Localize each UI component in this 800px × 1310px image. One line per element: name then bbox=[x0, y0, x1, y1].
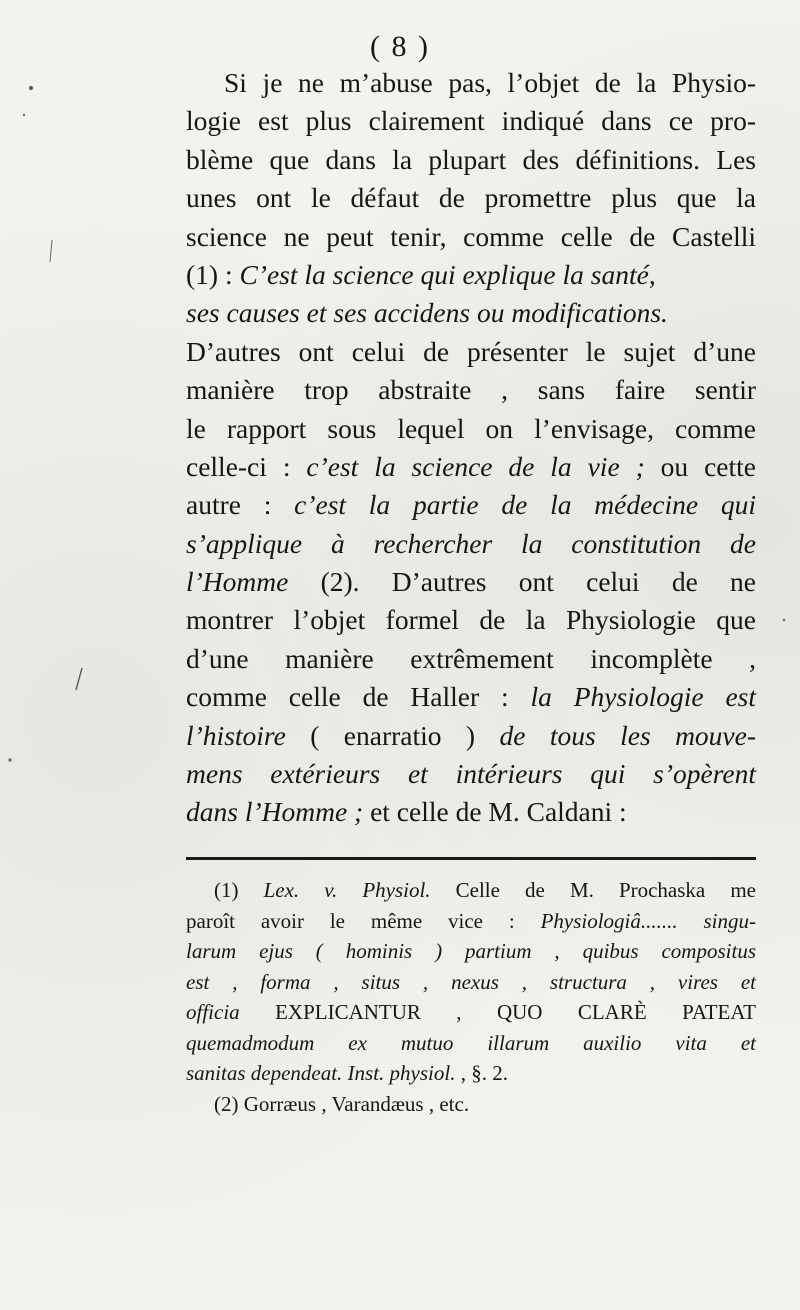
footnote-line bbox=[186, 875, 756, 906]
italic-text: ses causes et ses accidens ou modifications. bbox=[186, 297, 668, 329]
text-run: Si je ne m’abuse pas, l’objet de la Physio- bbox=[224, 67, 756, 98]
italic-text: larum ejus ( hominis ) partium , quibus compositus bbox=[186, 939, 756, 963]
footnote-line bbox=[186, 1028, 756, 1059]
text-run: montrer l’objet formel de la Physiologie que bbox=[186, 604, 756, 636]
text-run: celle-ci : bbox=[186, 450, 307, 482]
body-line bbox=[186, 371, 756, 409]
body-line bbox=[186, 793, 756, 831]
text-run: logie est plus clairement indiqué dans ce pro- bbox=[186, 105, 756, 137]
footnote-line bbox=[186, 1089, 756, 1120]
body-line bbox=[186, 755, 756, 793]
text-run: ( enarratio ) bbox=[285, 719, 500, 751]
text-run: comme celle de Haller : bbox=[186, 681, 531, 713]
body-line bbox=[186, 640, 756, 678]
italic-text: sanitas dependeat. Inst. physiol. bbox=[186, 1061, 456, 1085]
body-line bbox=[186, 218, 756, 256]
footnote-rule bbox=[186, 857, 756, 860]
text-run: autre : bbox=[186, 489, 295, 521]
footnote-line bbox=[186, 906, 756, 937]
body-line bbox=[186, 410, 756, 448]
body-line bbox=[186, 64, 756, 102]
footnote-line bbox=[186, 997, 756, 1028]
text-run: unes ont le défaut de promettre plus que la bbox=[186, 182, 756, 214]
italic-text: mens extérieurs et intérieurs qui s’opèrent bbox=[186, 758, 756, 790]
footnotes bbox=[186, 875, 756, 1119]
italic-text: la Physiologie est bbox=[530, 681, 756, 713]
italic-text: quemadmodum ex mutuo illarum auxilio vita et bbox=[186, 1030, 756, 1055]
italic-text: officia bbox=[186, 1000, 240, 1024]
text-run: (1) : bbox=[186, 258, 240, 290]
body-text bbox=[186, 64, 756, 832]
text-run: blème que dans la plupart des définitions. Les bbox=[186, 143, 756, 175]
body-line bbox=[186, 717, 756, 755]
page-number: ( 8 ) bbox=[370, 30, 430, 63]
text-run: Celle de M. Prochaska me bbox=[430, 878, 756, 902]
text-run: , bbox=[648, 258, 656, 290]
text-run: (1) bbox=[214, 878, 264, 902]
text-run: science ne peut tenir, comme celle de Castelli bbox=[186, 220, 756, 252]
italic-text: l’histoire bbox=[186, 719, 286, 751]
text-run: manière trop abstraite , sans faire sentir bbox=[186, 374, 756, 406]
italic-text: C’est la science qui explique la santé bbox=[239, 258, 649, 290]
italic-text: de tous les mouve- bbox=[499, 719, 756, 751]
body-line bbox=[186, 141, 756, 179]
text-run: (2) Gorræus , Varandæus , etc. bbox=[214, 1091, 470, 1116]
body-line bbox=[186, 294, 756, 332]
body-line bbox=[186, 333, 756, 371]
italic-text: Lex. v. Physiol. bbox=[263, 878, 431, 902]
italic-text: c’est la partie de la médecine qui bbox=[294, 489, 756, 521]
italic-text: l’Homme bbox=[186, 566, 289, 598]
text-run: , §. 2. bbox=[455, 1061, 508, 1085]
italic-text: Physiologiâ....... singu- bbox=[540, 908, 756, 933]
body-line bbox=[186, 448, 756, 486]
text-run: ou cette bbox=[644, 450, 757, 482]
body-line bbox=[186, 256, 756, 294]
body-line bbox=[186, 563, 756, 601]
text-run: (2). D’autres ont celui de ne bbox=[288, 566, 756, 598]
footnote-line bbox=[186, 967, 756, 998]
footnote-line bbox=[186, 1058, 756, 1089]
text-run: EXPLICANTUR , QUO CLARÈ PATEAT bbox=[239, 1000, 756, 1024]
italic-text: s’applique à rechercher la constitution de bbox=[186, 527, 756, 559]
body-line bbox=[186, 601, 756, 639]
text-run: et celle de M. Caldani : bbox=[363, 796, 627, 828]
italic-text: est , forma , situs , nexus , structura , vires et bbox=[186, 969, 756, 994]
italic-text: c’est la science de la vie ; bbox=[306, 450, 645, 482]
italic-text: dans l’Homme ; bbox=[186, 796, 364, 828]
text-run: D’autres ont celui de présenter le sujet d’une bbox=[186, 335, 756, 367]
text-run: paroît avoir le même vice : bbox=[186, 908, 541, 933]
body-line bbox=[186, 525, 756, 563]
body-line bbox=[186, 102, 756, 140]
body-line bbox=[186, 179, 756, 217]
text-run: le rapport sous lequel on l’envisage, comme bbox=[186, 412, 756, 444]
body-line bbox=[186, 678, 756, 716]
footnote-line bbox=[186, 936, 756, 967]
body-line bbox=[186, 486, 756, 524]
text-run: d’une manière extrêmement incomplète , bbox=[186, 642, 756, 674]
